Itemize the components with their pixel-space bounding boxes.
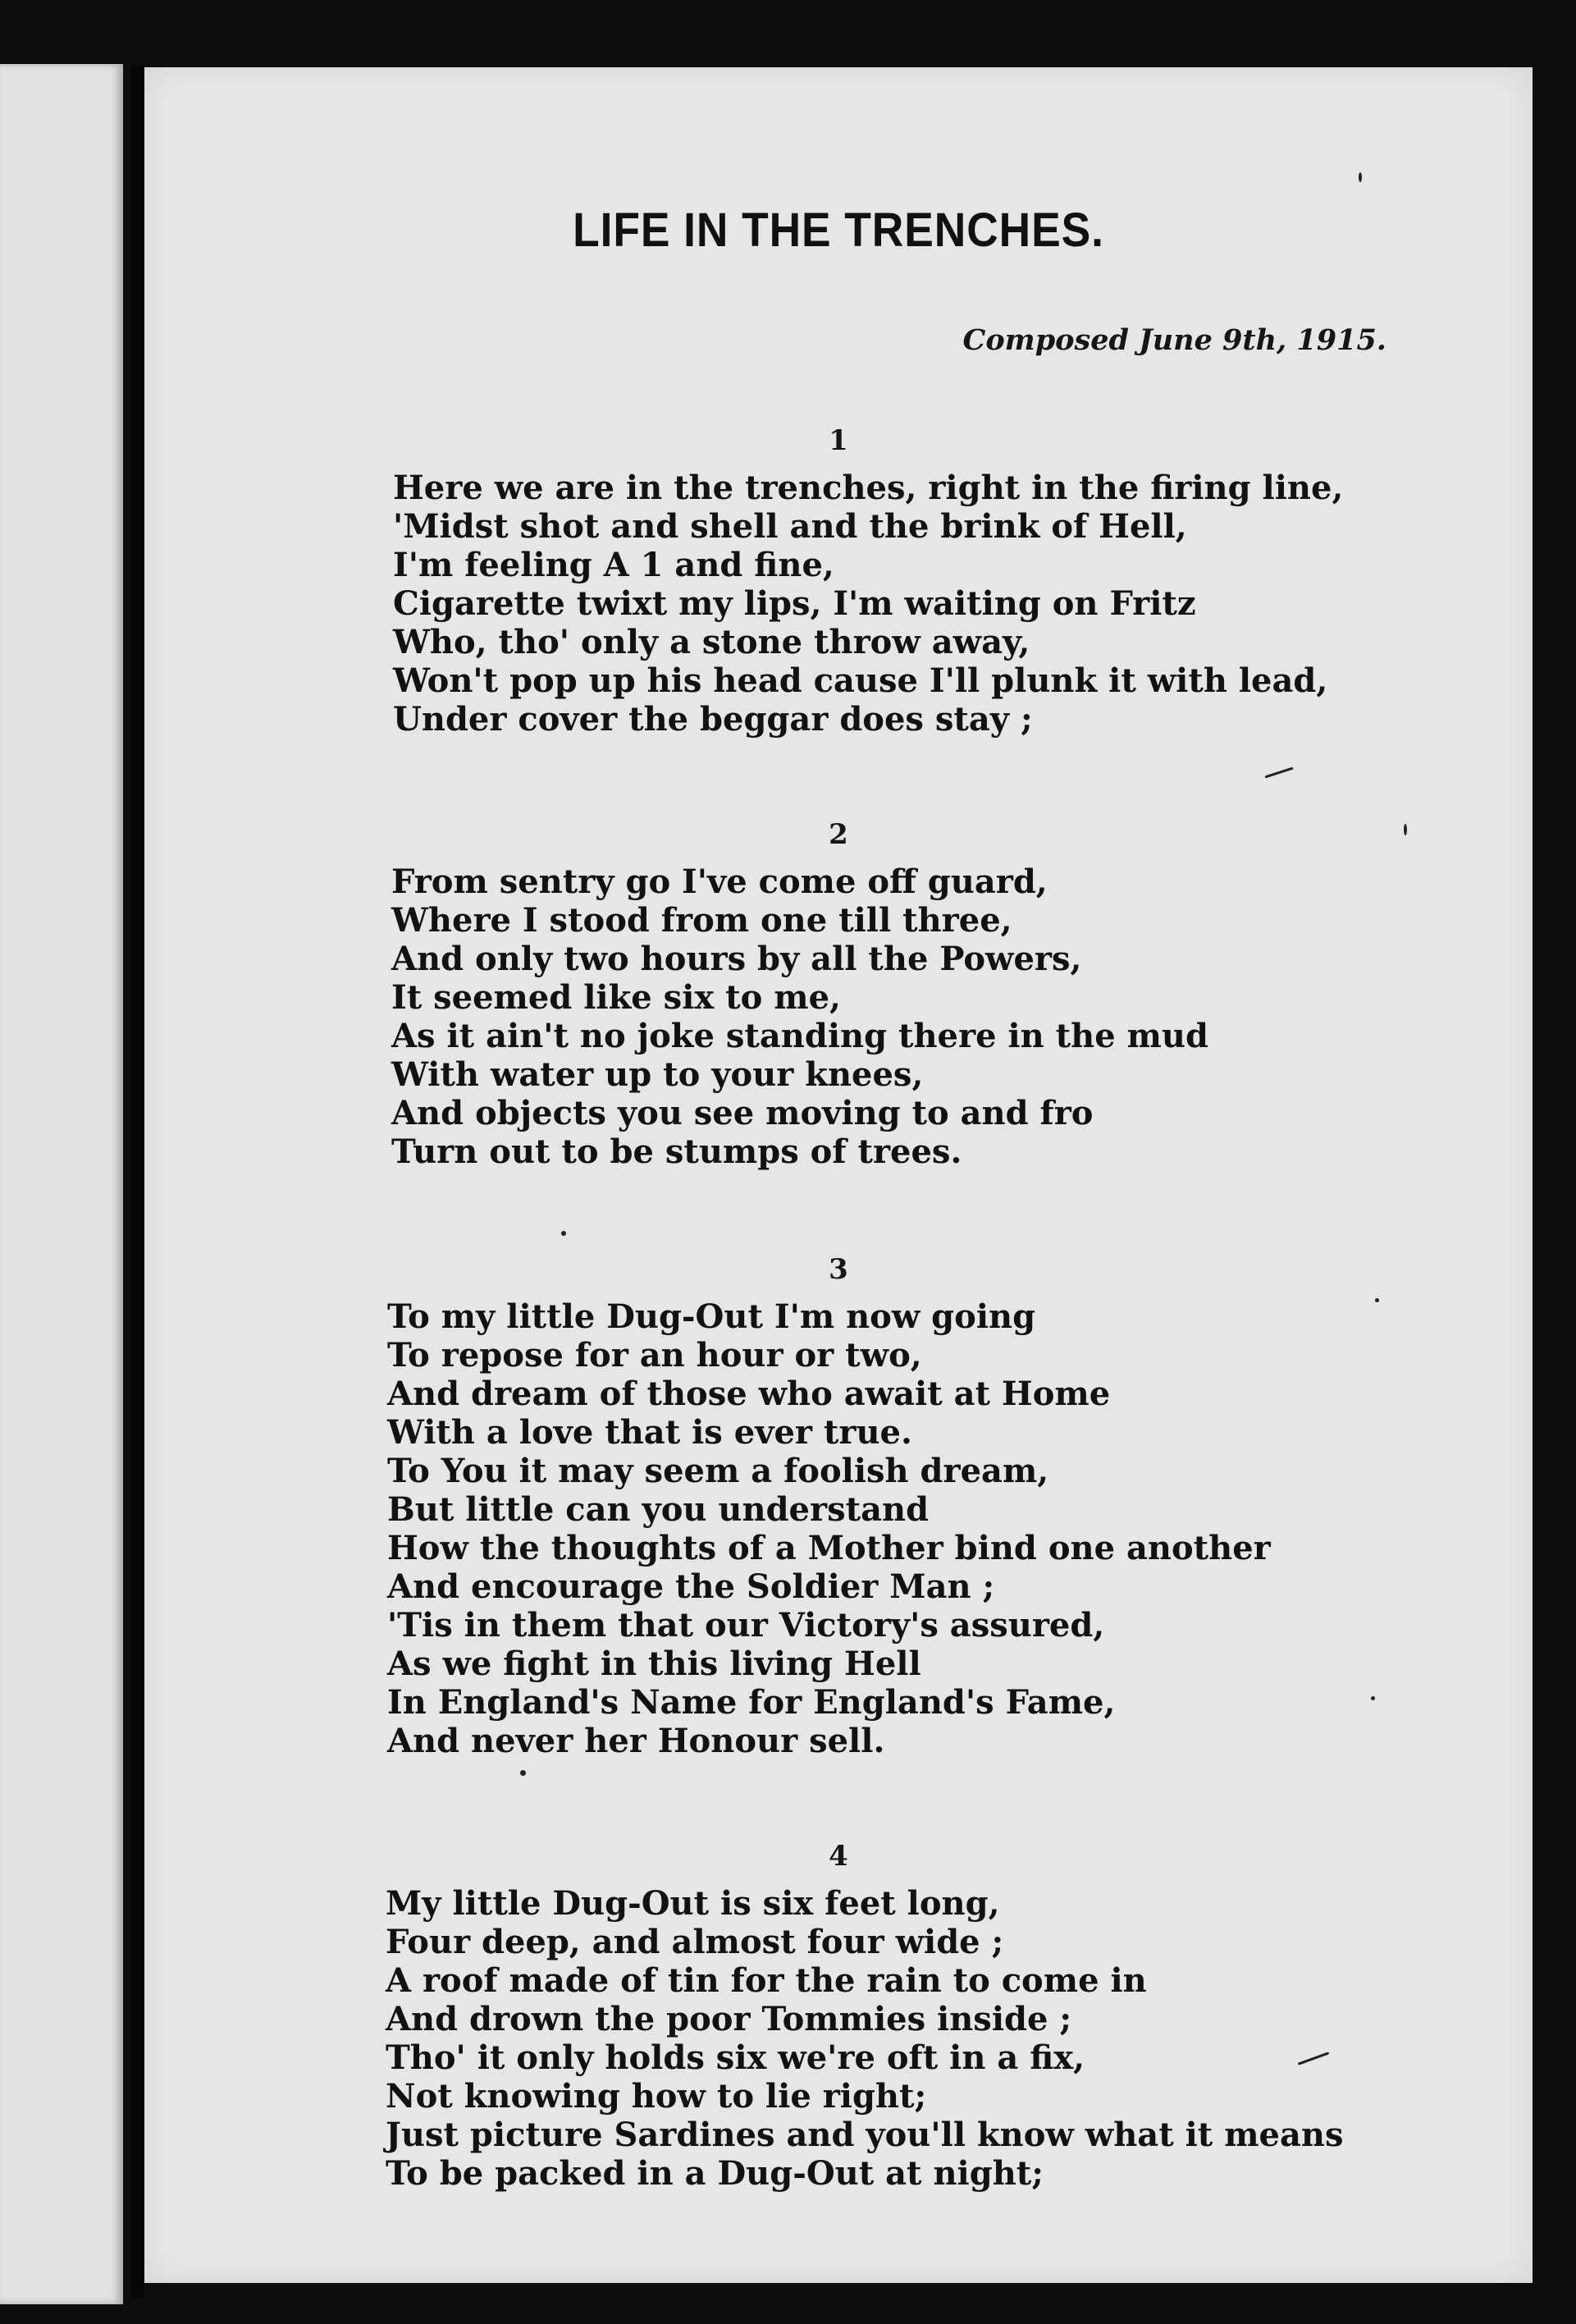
poem-line: How the thoughts of a Mother bind one another [387, 1529, 1271, 1567]
poem-line: Won't pop up his head cause I'll plunk it with lead, [393, 661, 1328, 700]
poem-line: And drown the poor Tommies inside ; [386, 2000, 1072, 2038]
poem-line: And encourage the Soldier Man ; [387, 1567, 995, 1606]
poem-line: To You it may seem a foolish dream, [387, 1452, 1049, 1490]
poem-line: Where I stood from one till three, [391, 901, 1012, 940]
poem-line: Under cover the beggar does stay ; [393, 700, 1033, 739]
stanza-lines [393, 469, 1533, 739]
poem-line: And only two hours by all the Powers, [391, 940, 1082, 978]
stanza-lines [391, 862, 1533, 1171]
paper-speck [1359, 172, 1362, 182]
poem-line: Who, tho' only a stone throw away, [393, 623, 1030, 661]
stanza-3 [144, 1253, 1533, 1760]
poem-line: As it ain't no joke standing there in the mud [391, 1017, 1208, 1055]
poem-line: With water up to your knees, [391, 1055, 924, 1094]
poem-line: Just picture Sardines and you'll know what it means [386, 2116, 1344, 2154]
document-page [144, 67, 1533, 2283]
poem-line: And objects you see moving to and fro [391, 1094, 1094, 1132]
poem-line: I'm feeling A 1 and fine, [393, 546, 834, 584]
poem-line: To be packed in a Dug-Out at night; [386, 2154, 1044, 2193]
poem-line: And never her Honour sell. [387, 1722, 885, 1760]
poem-line: With a love that is ever true. [387, 1413, 912, 1452]
poem-line: To repose for an hour or two, [387, 1336, 922, 1375]
poem-title: LIFE IN THE TRENCHES. [573, 204, 1104, 257]
poem-line: 'Midst shot and shell and the brink of Hell, [393, 507, 1187, 546]
facing-page-edge [0, 64, 123, 2304]
paper-scratch [1264, 767, 1293, 779]
stanza-number: 1 [829, 424, 848, 457]
stanza-number: 3 [829, 1253, 848, 1286]
poem-line: Turn out to be stumps of trees. [391, 1132, 962, 1171]
poem-line: A roof made of tin for the rain to come in [386, 1961, 1147, 2000]
poem-line: My little Dug-Out is six feet long, [386, 1884, 1000, 1923]
poem-line: Here we are in the trenches, right in the firing line, [393, 469, 1344, 507]
poem-line: From sentry go I've come off guard, [391, 862, 1048, 901]
poem-line: In England's Name for England's Fame, [387, 1683, 1116, 1722]
stanza-lines [387, 1297, 1533, 1760]
poem-line: And dream of those who await at Home [387, 1375, 1111, 1413]
stanza-number: 2 [829, 818, 848, 851]
stanza-lines [386, 1884, 1533, 2193]
poem-line: Cigarette twixt my lips, I'm waiting on Fritz [393, 584, 1196, 623]
poem-line: To my little Dug-Out I'm now going [387, 1297, 1036, 1336]
poem-line: As we fight in this living Hell [387, 1645, 921, 1683]
paper-speck [561, 1231, 566, 1236]
poem-line: Tho' it only holds six we're oft in a fix, [386, 2038, 1085, 2077]
poem-line: 'Tis in them that our Victory's assured, [387, 1606, 1105, 1645]
gutter-rule [131, 66, 144, 2298]
composed-date: Composed June 9th, 1915. [962, 323, 1386, 357]
poem-line: Four deep, and almost four wide ; [386, 1923, 1004, 1961]
poem-line: But little can you understand [387, 1490, 930, 1529]
stanza-2 [144, 818, 1533, 1171]
paper-speck [520, 1770, 526, 1776]
poem-line: It seemed like six to me, [391, 978, 841, 1017]
poem-line: Not knowing how to lie right; [386, 2077, 927, 2116]
stanza-1 [144, 424, 1533, 739]
stanza-number: 4 [829, 1840, 848, 1873]
stanza-4 [144, 1840, 1533, 2193]
